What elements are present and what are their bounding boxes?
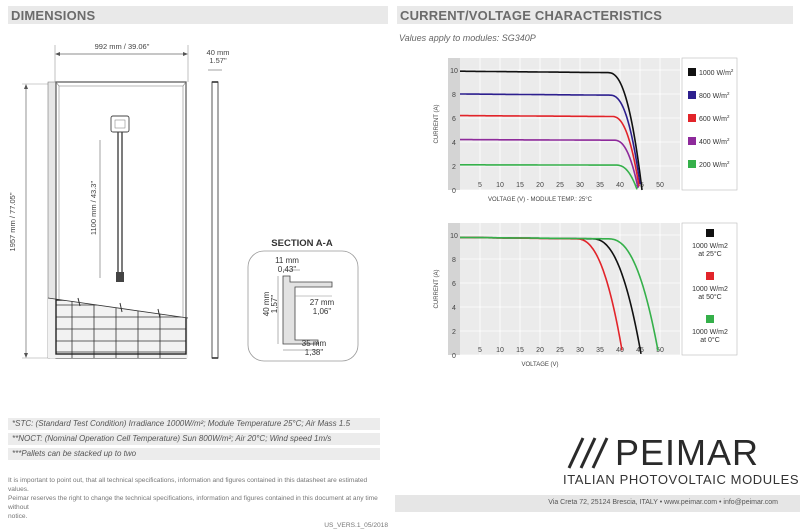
section-mid-in: 1,06" [312, 307, 332, 316]
x-tick-label: 5 [478, 182, 482, 189]
legend-label: at 50°C [698, 294, 722, 301]
x-tick-label: 10 [496, 182, 504, 189]
legend-label: 400 $W/m^2$ [699, 137, 730, 146]
x-axis-label: VOLTAGE (V) [521, 362, 559, 368]
section-mid-mm: 27 mm [309, 298, 335, 307]
legend-swatch [706, 315, 714, 323]
cable-dimension-label: 1100 mm / 43.3" [89, 180, 98, 236]
x-tick-label: 30 [576, 182, 584, 189]
x-tick-label: 40 [616, 347, 624, 354]
x-tick-label: 5 [478, 347, 482, 354]
note-noct: **NOCT: (Nominal Operation Cell Temperature) Sun 800W/m²; Air 20°C; Wind speed 1m/s [8, 433, 380, 445]
version-label: US_VERS.1_05/2018 [324, 522, 388, 529]
y-tick-label: 2 [452, 329, 456, 336]
legend-label: 1000 $W/m^2$ [699, 68, 734, 77]
section-top-in: 0,43" [277, 265, 297, 274]
section-title: SECTION A-A [271, 238, 333, 249]
depth-mm-label: 40 mm [206, 48, 230, 57]
x-tick-label: 15 [516, 182, 524, 189]
width-dimension-label: 992 mm / 39.06" [94, 42, 150, 51]
y-tick-label: 0 [452, 353, 456, 360]
legend-swatch [706, 272, 714, 280]
footer-bar [395, 495, 800, 512]
x-tick-label: 45 [636, 182, 644, 189]
legend-label: at 0°C [700, 337, 720, 344]
x-tick-label: 15 [516, 347, 524, 354]
y-tick-label: 2 [452, 164, 456, 171]
x-tick-label: 25 [556, 347, 564, 354]
iv-chart-temperature [400, 215, 800, 380]
section-bottom-mm: 35 mm [301, 339, 327, 348]
x-tick-label: 45 [636, 347, 644, 354]
plot-area [460, 58, 680, 190]
x-tick-label: 20 [536, 347, 544, 354]
y-tick-label: 10 [450, 233, 458, 240]
y-tick-label: 4 [452, 305, 456, 312]
disclaimer-line3: notice. [8, 513, 28, 520]
iv-chart-irradiance [400, 50, 800, 215]
footer-address: Via Creta 72, 25124 Brescia, ITALY • www.peimar.com • info@peimar.com [548, 499, 778, 506]
logo-tagline: ITALIAN PHOTOVOLTAIC MODULES [563, 472, 800, 487]
legend-label: 600 $W/m^2$ [699, 114, 730, 123]
y-tick-label: 4 [452, 140, 456, 147]
legend-label: 1000 W/m2 [692, 243, 728, 250]
logo-name: PEIMAR [615, 432, 760, 473]
y-tick-label: 0 [452, 188, 456, 195]
x-tick-label: 50 [656, 347, 664, 354]
x-tick-label: 30 [576, 347, 584, 354]
x-tick-label: 50 [656, 182, 664, 189]
plot-area [460, 223, 680, 355]
y-tick-label: 10 [450, 68, 458, 75]
y-axis-label: CURRENT (A) [434, 104, 440, 144]
disclaimer [8, 476, 388, 530]
height-dimension-label: 1957 mm / 77.05" [8, 192, 17, 252]
x-tick-label: 35 [596, 347, 604, 354]
note-pallets: ***Pallets can be stacked up to two [8, 448, 380, 460]
disclaimer-line2: Peimar reserves the right to change the technical specifications, information and figures contained in this document at any time without [8, 495, 378, 511]
disclaimer-line1: It is important to point out, that all technical specifications, information and figures contained in this datasheet are estimated values. [8, 477, 368, 493]
section-left-in: 1,57" [270, 294, 279, 314]
x-tick-label: 20 [536, 182, 544, 189]
x-tick-label: 25 [556, 182, 564, 189]
logo-stripes-icon [563, 434, 613, 470]
legend-label: at 25°C [698, 251, 722, 258]
section-left-mm: 40 mm [262, 291, 271, 317]
dimensions-drawing [0, 0, 400, 400]
y-tick-label: 8 [452, 92, 456, 99]
legend-swatch [688, 68, 696, 76]
characteristics-header [397, 6, 793, 24]
y-tick-label: 8 [452, 257, 456, 264]
y-tick-label: 6 [452, 116, 456, 123]
legend-swatch [688, 91, 696, 99]
dimensions-title: DIMENSIONS [11, 8, 96, 23]
legend-swatch [688, 114, 696, 122]
y-axis-label: CURRENT (A) [434, 269, 440, 309]
legend-box [682, 58, 737, 190]
x-tick-label: 35 [596, 182, 604, 189]
note-stc: *STC: (Standard Test Condition) Irradiance 1000W/m²; Module Temperature 25°C; Air Mass 1.5 [8, 418, 380, 430]
legend-label: 1000 W/m2 [692, 286, 728, 293]
x-tick-label: 10 [496, 347, 504, 354]
legend-label: 1000 W/m2 [692, 329, 728, 336]
section-bottom-in: 1,38" [304, 348, 324, 357]
legend-swatch [688, 137, 696, 145]
x-tick-label: 40 [616, 182, 624, 189]
legend-swatch [706, 229, 714, 237]
section-top-mm: 11 mm [275, 256, 299, 265]
legend-swatch [688, 160, 696, 168]
x-axis-label: VOLTAGE (V) - MODULE TEMP.: 25°C [488, 197, 592, 203]
legend-label: 800 $W/m^2$ [699, 91, 730, 100]
y-tick-label: 6 [452, 281, 456, 288]
depth-in-label: 1.57" [209, 56, 227, 65]
characteristics-subtitle: Values apply to modules: SG340P [399, 33, 536, 43]
junction-box [111, 116, 129, 132]
characteristics-title: CURRENT/VOLTAGE CHARACTERISTICS [400, 8, 663, 23]
legend-label: 200 $W/m^2$ [699, 160, 730, 169]
